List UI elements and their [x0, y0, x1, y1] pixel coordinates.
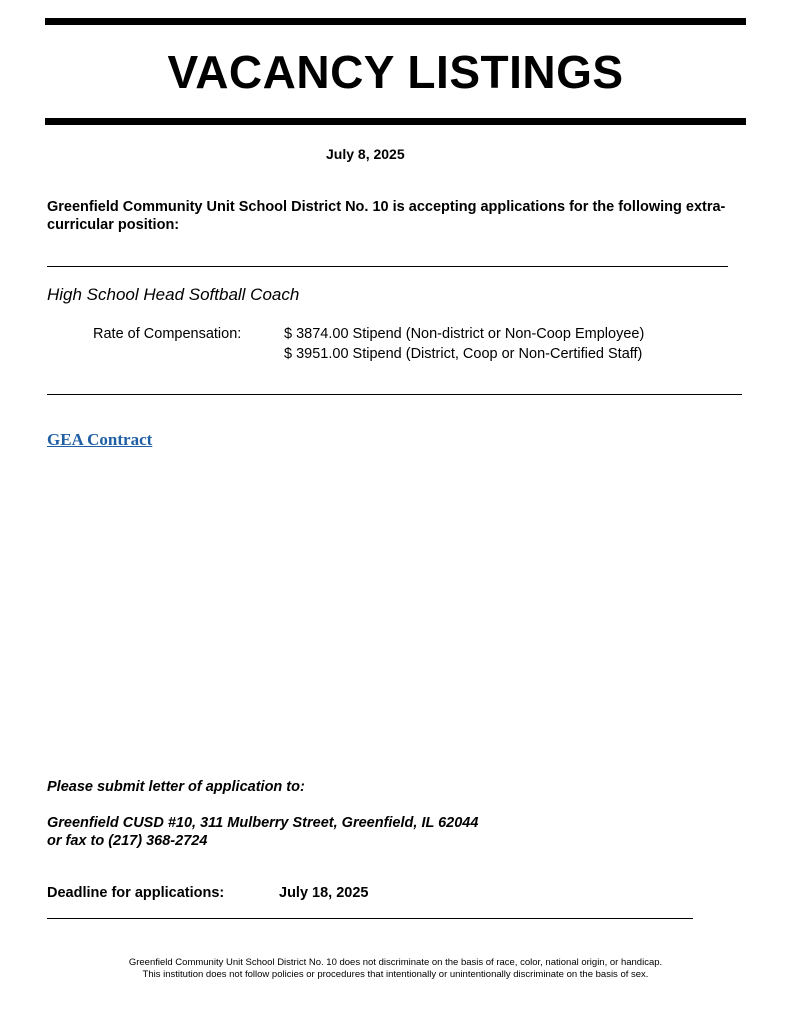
- nondiscrimination-line-1: Greenfield Community Unit School District No. 10 does not discriminate on the basis of race, color, national origin, or handicap.: [128, 957, 663, 968]
- title-bottom-rule: [45, 118, 746, 125]
- listing-date: July 8, 2025: [326, 146, 405, 162]
- divider-1: [47, 266, 728, 267]
- nondiscrimination-line-2: This institution does not follow policies or procedures that intentionally or unintentionally discriminate on the basis of sex.: [142, 969, 649, 980]
- fax-number: or fax to (217) 368-2724: [47, 833, 208, 849]
- position-title: High School Head Softball Coach: [47, 285, 300, 304]
- rate-line-2: $ 3951.00 Stipend (District, Coop or Non-Certified Staff): [284, 346, 643, 362]
- gea-contract-link[interactable]: GEA Contract: [47, 430, 153, 449]
- deadline-label: Deadline for applications:: [47, 885, 225, 901]
- page-title: VACANCY LISTINGS: [167, 46, 624, 98]
- rate-line-1: $ 3874.00 Stipend (Non-district or Non-Coop Employee): [284, 326, 645, 342]
- intro-paragraph: Greenfield Community Unit School District No. 10 is accepting applications for the following extra-curricular position:: [47, 199, 726, 233]
- submit-instructions: Please submit letter of application to:: [47, 779, 305, 795]
- mailing-address: Greenfield CUSD #10, 311 Mulberry Street, Greenfield, IL 62044: [47, 815, 479, 831]
- rate-label: Rate of Compensation:: [93, 326, 242, 342]
- divider-3: [47, 918, 693, 919]
- top-thick-rule: [45, 18, 746, 25]
- deadline-date: July 18, 2025: [279, 885, 369, 901]
- divider-2: [47, 394, 742, 395]
